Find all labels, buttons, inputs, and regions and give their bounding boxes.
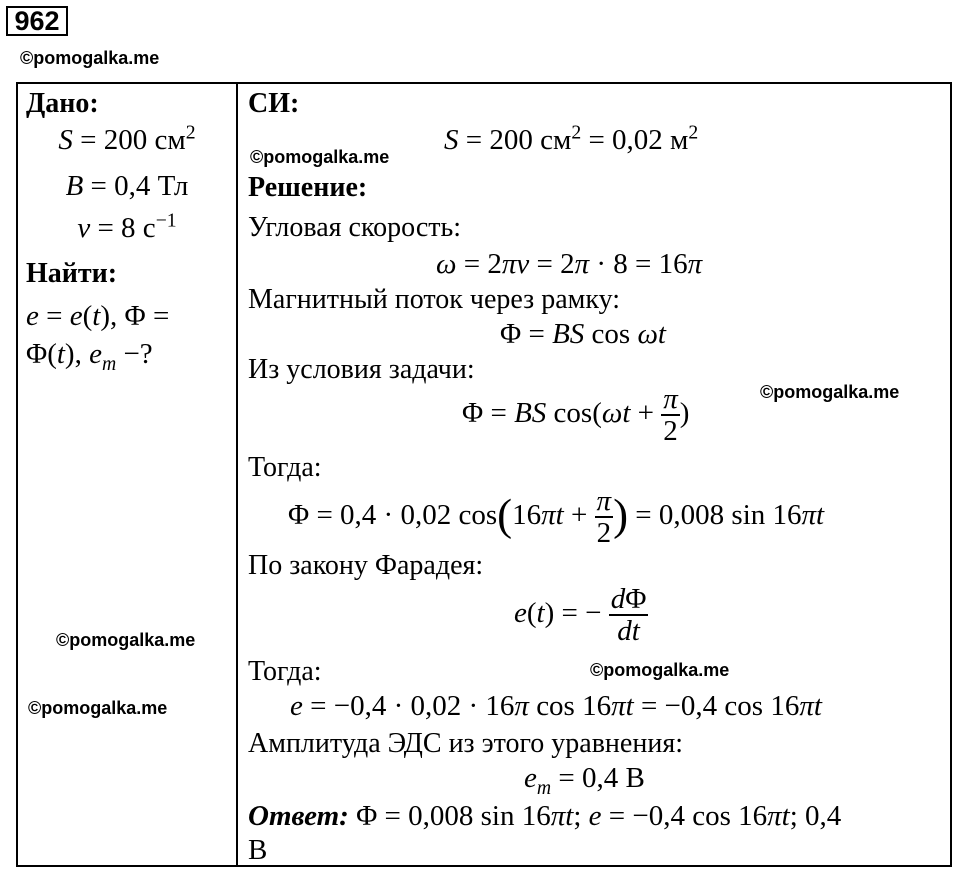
faraday-formula: e(t) = − $\frac{d\Phi}{dt}$	[514, 583, 647, 648]
watermark-left-2: ©pomogalka.me	[28, 698, 168, 718]
table-divider	[236, 82, 238, 867]
faraday-label: По закону Фарадея:	[248, 550, 484, 581]
amplitude-formula: $e_m = 0,4$ В	[524, 762, 645, 799]
then-label-1: Тогда:	[248, 452, 322, 483]
given-nu: ν = 8 $с^{-1}$	[77, 209, 177, 244]
condition-label: Из условия задачи:	[248, 354, 475, 385]
given-heading: Дано:	[26, 88, 99, 119]
watermark-top: ©pomogalka.me	[20, 48, 160, 68]
given-b: B = 0,4 Тл	[65, 170, 189, 202]
answer-text: Φ = 0,008 sin 16πt; e = −0,4 cos 16πt; 0,4	[356, 800, 842, 832]
answer-unit: В	[248, 834, 268, 866]
watermark-si: ©pomogalka.me	[250, 147, 390, 167]
given-s: S = 200 $см^2$	[58, 121, 196, 156]
solution-heading: Решение:	[248, 172, 368, 203]
si-heading: СИ:	[248, 88, 300, 119]
si-conversion: S = 200 $см^2 = 0,02$ $м^2$	[444, 121, 699, 156]
watermark-left-1: ©pomogalka.me	[56, 630, 196, 650]
watermark-right-2: ©pomogalka.me	[590, 660, 730, 680]
find-heading: Найти:	[26, 258, 118, 289]
flux-result: Φ = 0,4 · 0,02 cos(16πt + $\frac{\pi}{2}$ ) = 0,008 sin 16πt	[288, 485, 825, 550]
condition-formula: Φ = BS cos(ωt + $\frac{\pi}{2}$ )	[462, 383, 690, 448]
angular-velocity-label: Угловая скорость:	[248, 212, 462, 243]
flux-label: Магнитный поток через рамку:	[248, 284, 620, 315]
find-line-2: Φ(t), $e_m$ −?	[26, 338, 153, 375]
then-label-2: Тогда:	[248, 656, 322, 687]
watermark-right-1: ©pomogalka.me	[760, 382, 900, 402]
answer-line	[248, 800, 841, 833]
answer-label: Ответ:	[248, 800, 349, 832]
problem-number: 962	[6, 6, 68, 36]
amplitude-label: Амплитуда ЭДС из этого уравнения:	[248, 728, 683, 759]
emf-formula: e = −0,4 · 0,02 · 16π cos 16πt = −0,4 cos 16πt	[290, 690, 822, 722]
flux-formula: Φ = BS cos ωt	[500, 318, 666, 350]
angular-velocity-formula: ω = 2πν = 2π · 8 = 16π	[436, 248, 703, 280]
find-line-1: e = e(t), Φ =	[26, 300, 170, 332]
